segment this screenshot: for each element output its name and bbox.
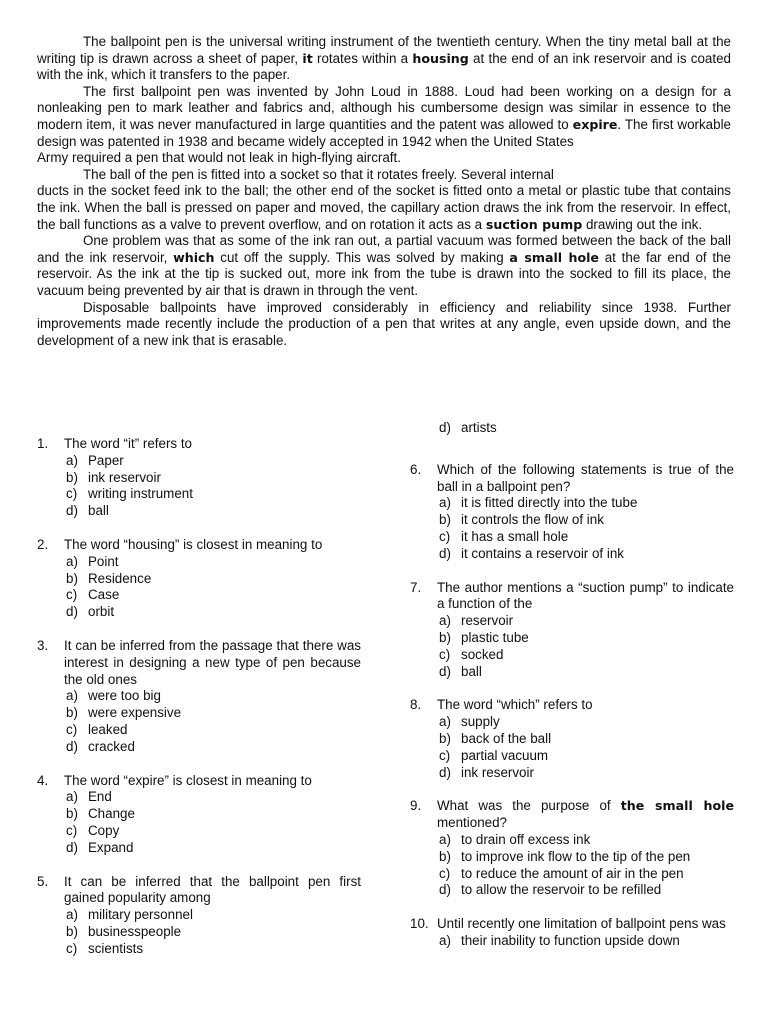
answer-option[interactable] [64,941,361,958]
answer-option[interactable] [437,731,734,748]
question-text: The word “it” refers to [64,436,192,451]
answer-option[interactable] [437,664,734,681]
answer-options [437,832,734,899]
passage-text: at the far end of the reservoir. As the ink at the tip is sucked out, more ink from the tube is drawn into the socked to fill its place, the vacuum being prevented by air that is drawn in through the vent. [37,249,732,298]
bold-term-small-hole: a small hole [509,249,599,265]
question-text [437,798,734,832]
option-text: End [88,789,112,805]
question-10 [410,916,734,950]
option-text: orbit [88,604,115,620]
option-letter: a) [66,688,78,704]
option-text: Paper [88,452,124,468]
question-number: 8. [410,697,422,713]
option-letter: b) [439,848,451,864]
passage-paragraph-3-continued [37,183,731,233]
option-text: Copy [88,822,120,838]
answer-options [437,495,734,562]
question-6 [410,462,734,563]
passage-text: cut off the supply. This was solved by making [214,249,510,265]
question-8 [410,697,734,781]
option-letter: d) [66,839,78,855]
option-letter: d) [439,545,451,561]
question-text: The word “which” refers to [437,697,593,713]
option-letter: a) [439,714,451,730]
option-letter: d) [439,764,451,780]
answer-option[interactable] [437,420,734,437]
answer-option[interactable] [64,470,361,487]
option-letter: b) [439,730,451,746]
option-text: socked [461,646,504,662]
answer-option[interactable] [437,849,734,866]
option-text: plastic tube [461,629,529,645]
question-text: The word “expire” is closest in meaning to [64,772,312,788]
answer-option[interactable] [437,647,734,664]
option-letter: a) [66,789,78,805]
answer-options [437,714,734,781]
answer-option[interactable] [437,765,734,782]
option-text: writing instrument [88,486,193,502]
option-letter: d) [439,420,451,435]
bold-term-it: it [302,50,313,66]
option-letter: b) [66,705,78,721]
option-letter: a) [66,452,78,468]
passage-text: rotates within a [312,50,413,66]
passage-text: . The first workable design was patented in 1938 and became widely accepted in 1942 when the United States [37,116,731,149]
passage-paragraph-4 [37,233,731,299]
question-1 [37,436,361,520]
option-text: ink reservoir [88,469,161,485]
option-text: supply [461,714,500,730]
question-number: 6. [410,461,422,477]
answer-option[interactable] [64,503,361,520]
option-text: it has a small hole [461,528,569,544]
answer-option[interactable] [64,806,361,823]
option-letter: a) [439,932,451,948]
option-letter: d) [66,738,78,754]
answer-option[interactable] [437,748,734,765]
answer-option[interactable] [437,866,734,883]
answer-option[interactable] [64,587,361,604]
answer-options [64,453,361,520]
option-letter: d) [439,663,451,679]
option-text: leaked [88,721,128,737]
passage-text: drawing out the ink. [582,216,703,232]
option-letter: a) [66,553,78,569]
option-letter: c) [439,528,451,544]
option-letter: a) [66,907,78,923]
passage-paragraph-3 [37,167,731,184]
option-letter: b) [66,570,78,586]
option-letter: c) [66,822,78,838]
answer-options [64,554,361,621]
option-letter: b) [439,512,451,528]
question-number: 1. [37,436,49,451]
question-text-part: What was the purpose of [437,798,621,814]
option-letter: c) [66,587,78,603]
question-2 [37,537,361,621]
option-text: Expand [88,839,134,855]
answer-option[interactable] [64,823,361,840]
option-text: Case [88,587,120,603]
option-text: were expensive [88,705,182,721]
option-text: their inability to function upside down [461,932,680,948]
option-text: to improve ink flow to the tip of the pen [461,848,691,864]
option-text: to reduce the amount of air in the pen [461,865,684,881]
question-4 [37,773,361,857]
answer-option[interactable] [437,529,734,546]
option-letter: d) [439,882,451,898]
option-letter: b) [66,923,78,939]
option-text: businesspeople [88,923,182,939]
answer-options [437,613,734,680]
option-letter: b) [439,629,451,645]
option-text: to allow the reservoir to be refilled [461,882,662,898]
answer-option[interactable] [437,613,734,630]
question-text: Which of the following statements is true of the ball in a ballpoint pen? [437,461,734,494]
answer-option[interactable] [437,512,734,529]
answer-option[interactable] [64,604,361,621]
bold-term-which: which [173,249,215,265]
option-text: to drain off excess ink [461,831,591,847]
option-letter: d) [66,503,78,519]
answer-option[interactable] [64,486,361,503]
questions-left-column [37,436,361,958]
option-text: Point [88,553,119,569]
question-number: 4. [37,772,49,788]
answer-option[interactable] [64,688,361,705]
answer-options [437,933,734,950]
answer-options [64,688,361,755]
answer-options [437,420,734,437]
question-text-part: mentioned? [437,815,507,831]
passage-paragraph-5 [37,300,731,350]
option-letter: c) [439,865,451,881]
question-number: 5. [37,873,49,889]
question-number: 3. [37,637,49,653]
answer-options [64,789,361,856]
answer-option[interactable] [64,554,361,571]
question-7 [410,580,734,681]
questions-right-column [410,420,734,950]
passage-text: Army required a pen that would not leak in high-flying aircraft. [37,150,401,166]
question-3 [37,638,361,756]
answer-option[interactable] [64,453,361,470]
option-letter: a) [439,495,451,511]
answer-option[interactable] [437,714,734,731]
answer-option[interactable] [64,722,361,739]
passage-text: One problem was that as some of the ink ran out, a partial vacuum was formed between the back of the ball and the ink reservoir, [37,233,731,265]
answer-option[interactable] [437,882,734,899]
option-text: it is fitted directly into the tube [461,495,638,511]
answer-option[interactable] [437,495,734,512]
option-text: artists [461,420,497,435]
answer-option[interactable] [437,832,734,849]
answer-option[interactable] [64,907,361,924]
answer-option[interactable] [64,705,361,722]
option-text: military personnel [88,907,193,923]
option-letter: c) [66,486,78,502]
option-letter: d) [66,604,78,620]
passage-text: Disposable ballpoints have improved considerably in efficiency and reliability since 1938. Further improvements made recently include the production of a pen that writes at any angle, even upside down, and the development of a new ink that is erasable. [37,299,731,348]
question-text: It can be inferred from the passage that there was interest in designing a new type of pen because the old ones [64,637,361,687]
option-text: partial vacuum [461,747,549,763]
option-text: ball [88,503,109,519]
answer-option[interactable] [64,924,361,941]
bold-term-suction-pump: suction pump [485,216,583,232]
passage-paragraph-2-continued [37,150,731,167]
option-letter: c) [66,940,78,956]
option-text: Change [88,806,135,822]
answer-options [64,907,361,957]
reading-passage [37,34,731,349]
passage-text: The ballpoint pen is the universal writing instrument of the twentieth century. When the tiny metal ball at the writing tip is drawn across a sheet of paper, [37,34,731,66]
passage-text: The ball of the pen is fitted into a socket so that it rotates freely. Several internal [83,166,554,182]
option-text: cracked [88,738,135,754]
answer-option[interactable] [64,789,361,806]
option-letter: b) [66,806,78,822]
question-9 [410,798,734,899]
option-text: were too big [88,688,161,704]
option-letter: b) [66,469,78,485]
answer-option[interactable] [437,933,734,950]
question-text: The author mentions a “suction pump” to indicate a function of the [437,579,734,612]
answer-option[interactable] [64,739,361,756]
option-letter: c) [439,747,451,763]
question-number: 2. [37,536,49,552]
passage-text: ducts in the socket feed ink to the ball; the other end of the socket is fitted onto a metal or plastic tube that contains the ink. When the ball is pressed on paper and moved, the capillary action draws the ink from the reservoir. In effect, the ball functions as a valve to prevent overflow, and on rotation it acts as a [37,183,731,232]
passage-paragraph-1 [37,34,731,84]
question-text: It can be inferred that the ballpoint pen first gained popularity among [64,873,361,906]
answer-option[interactable] [64,840,361,857]
option-text: ink reservoir [461,764,534,780]
option-text: it contains a reservoir of ink [461,545,624,561]
question-text: The word “housing” is closest in meaning to [64,536,323,552]
option-text: Residence [88,570,152,586]
bold-term-small-hole: the small hole [620,798,734,814]
passage-paragraph-2 [37,84,731,150]
question-number: 10. [410,916,429,932]
option-letter: c) [66,721,78,737]
answer-option[interactable] [437,630,734,647]
question-number: 7. [410,579,422,595]
question-text: Until recently one limitation of ballpoint pens was [437,916,726,932]
option-text: scientists [88,940,144,956]
bold-term-housing: housing [412,50,469,66]
bold-term-expire: expire [572,116,618,132]
option-letter: a) [439,613,451,629]
question-5-continued [410,420,734,437]
question-5 [37,874,361,958]
passage-text: at the end of an ink reservoir and is coated with the ink, which it transfers to the paper. [37,50,731,83]
option-letter: c) [439,646,451,662]
option-text: reservoir [461,613,514,629]
answer-option[interactable] [64,571,361,588]
option-text: it controls the flow of ink [461,512,604,528]
option-text: back of the ball [461,730,552,746]
option-letter: a) [439,831,451,847]
option-text: ball [461,663,482,679]
question-number: 9. [410,798,422,814]
answer-option[interactable] [437,546,734,563]
passage-text: The first ballpoint pen was invented by John Loud in 1888. Loud had been working on a design for a nonleaking pen to mark leather and fabrics and, although his cumbersome design was similar in essence to the modern item, it was never manufactured in large quantities and the patent was allowed to [37,83,731,132]
